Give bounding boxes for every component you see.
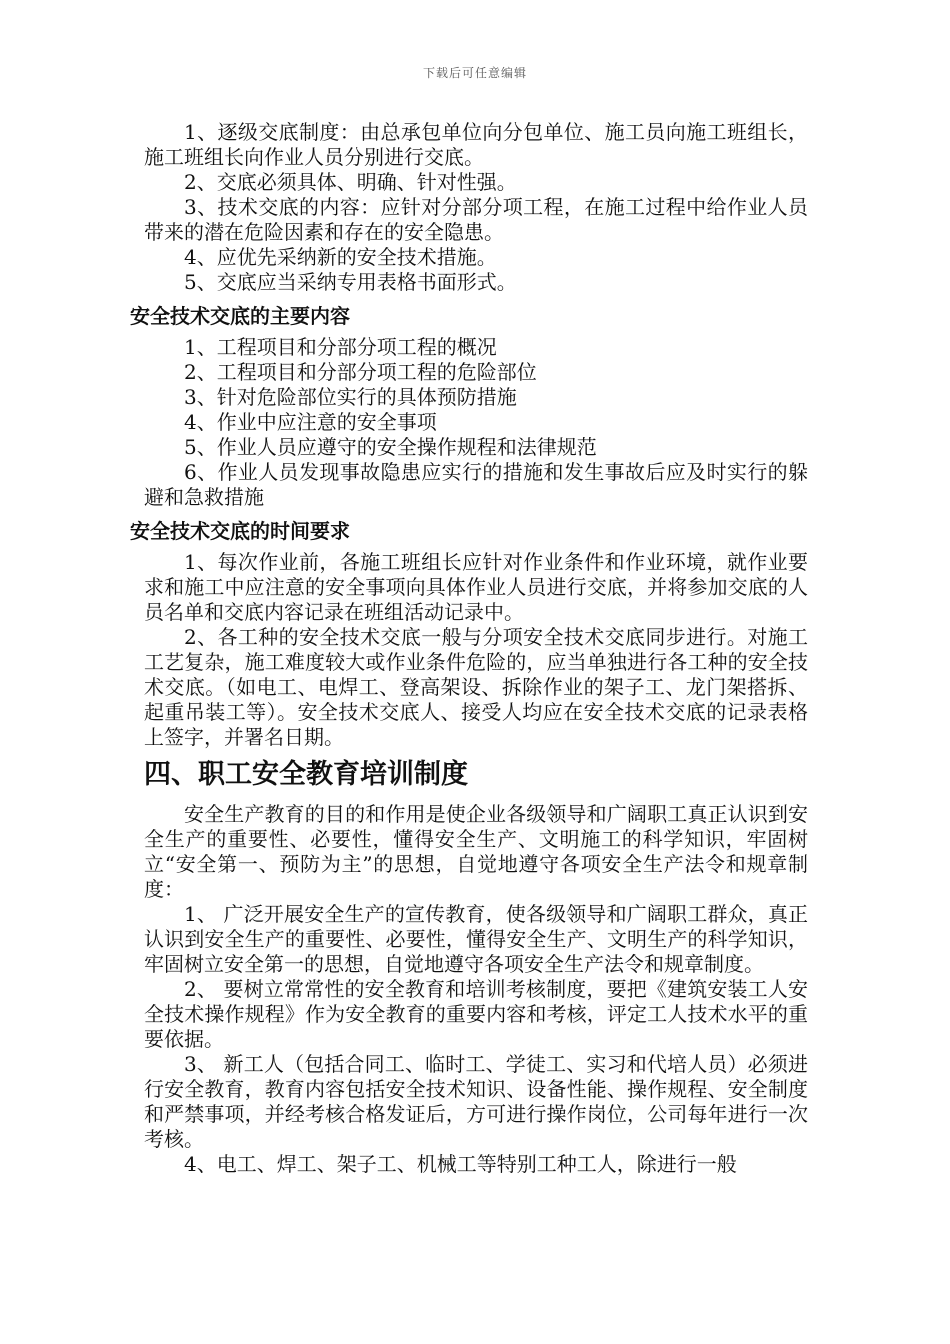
paragraph: 3、技术交底的内容：应针对分部分项工程，在施工过程中给作业人员带来的潜在危险因素和存在的安全隐患。 — [144, 195, 808, 244]
page-header-note: 下载后可任意编辑 — [422, 66, 527, 80]
paragraph: 6、作业人员发现事故隐患应实行的措施和发生事故后应及时实行的躲避和急救措施 — [144, 460, 808, 509]
paragraph: 3、针对危险部位实行的具体预防措施 — [184, 385, 517, 409]
paragraph: 2、工程项目和分部分项工程的危险部位 — [184, 360, 537, 384]
paragraph: 4、作业中应注意的安全事项 — [184, 410, 437, 434]
time-requirements-list — [144, 550, 808, 750]
section-heading-training: 四、职工安全教育培训制度 — [144, 759, 468, 790]
paragraph: 2、 要树立常常性的安全教育和培训考核制度，要把《建筑安装工人安全技术操作规程》作为安全教育的重要内容和考核，评定工人技术水平的重要依据。 — [144, 977, 808, 1051]
paragraph: 1、 广泛开展安全生产的宣传教育，使各级领导和广阔职工群众，真正认识到安全生产的重要性、必要性，懂得安全生产、文明生产的科学知识，牢固树立安全第一的思想，自觉地遵守各项安全生产法令和规章制度。 — [144, 902, 808, 976]
subheading-time-requirements: 安全技术交底的时间要求 — [130, 519, 350, 543]
paragraph: 5、交底应当采纳专用表格书面形式。 — [184, 270, 517, 294]
paragraph: 5、作业人员应遵守的安全操作规程和法律规范 — [184, 435, 597, 459]
paragraph: 4、应优先采纳新的安全技术措施。 — [184, 245, 497, 269]
paragraph: 1、工程项目和分部分项工程的概况 — [184, 335, 497, 359]
paragraph: 1、逐级交底制度：由总承包单位向分包单位、施工员向施工班组长，施工班组长向作业人员分别进行交底。 — [144, 120, 808, 169]
document-body — [130, 120, 808, 1177]
paragraph-intro: 安全生产教育的目的和作用是使企业各级领导和广阔职工真正认识到安全生产的重要性、必要性，懂得安全生产、文明施工的科学知识，牢固树立“安全第一、预防为主”的思想，自觉地遵守各项安全生产法令和规章制度： — [144, 802, 808, 901]
paragraph: 3、 新工人（包括合同工、临时工、学徒工、实习和代培人员）必须进行安全教育，教育内容包括安全技术知识、设备性能、操作规程、安全制度和严禁事项，并经考核合格发证后，方可进行操作岗位，公司每年进行一次考核。 — [144, 1052, 808, 1151]
paragraph: 1、每次作业前，各施工班组长应针对作业条件和作业环境，就作业要求和施工中应注意的安全事项向具体作业人员进行交底，并将参加交底的人员名单和交底内容记录在班组活动记录中。 — [144, 550, 808, 624]
paragraph: 4、电工、焊工、架子工、机械工等特别工种工人，除进行一般 — [184, 1152, 737, 1176]
main-content-list — [144, 335, 808, 510]
handover-rules-list — [144, 120, 808, 295]
training-section-body — [144, 802, 808, 1177]
paragraph: 2、各工种的安全技术交底一般与分项安全技术交底同步进行。对施工工艺复杂，施工难度较大或作业条件危险的，应当单独进行各工种的安全技术交底。（如电工、电焊工、登高架设、拆除作业的架子工、龙门架搭拆、起重吊装工等）。安全技术交底人、接受人均应在安全技术交底的记录表格上签字，并署名日期。 — [144, 625, 808, 749]
subheading-main-content: 安全技术交底的主要内容 — [130, 304, 350, 328]
paragraph: 2、交底必须具体、明确、针对性强。 — [184, 170, 517, 194]
